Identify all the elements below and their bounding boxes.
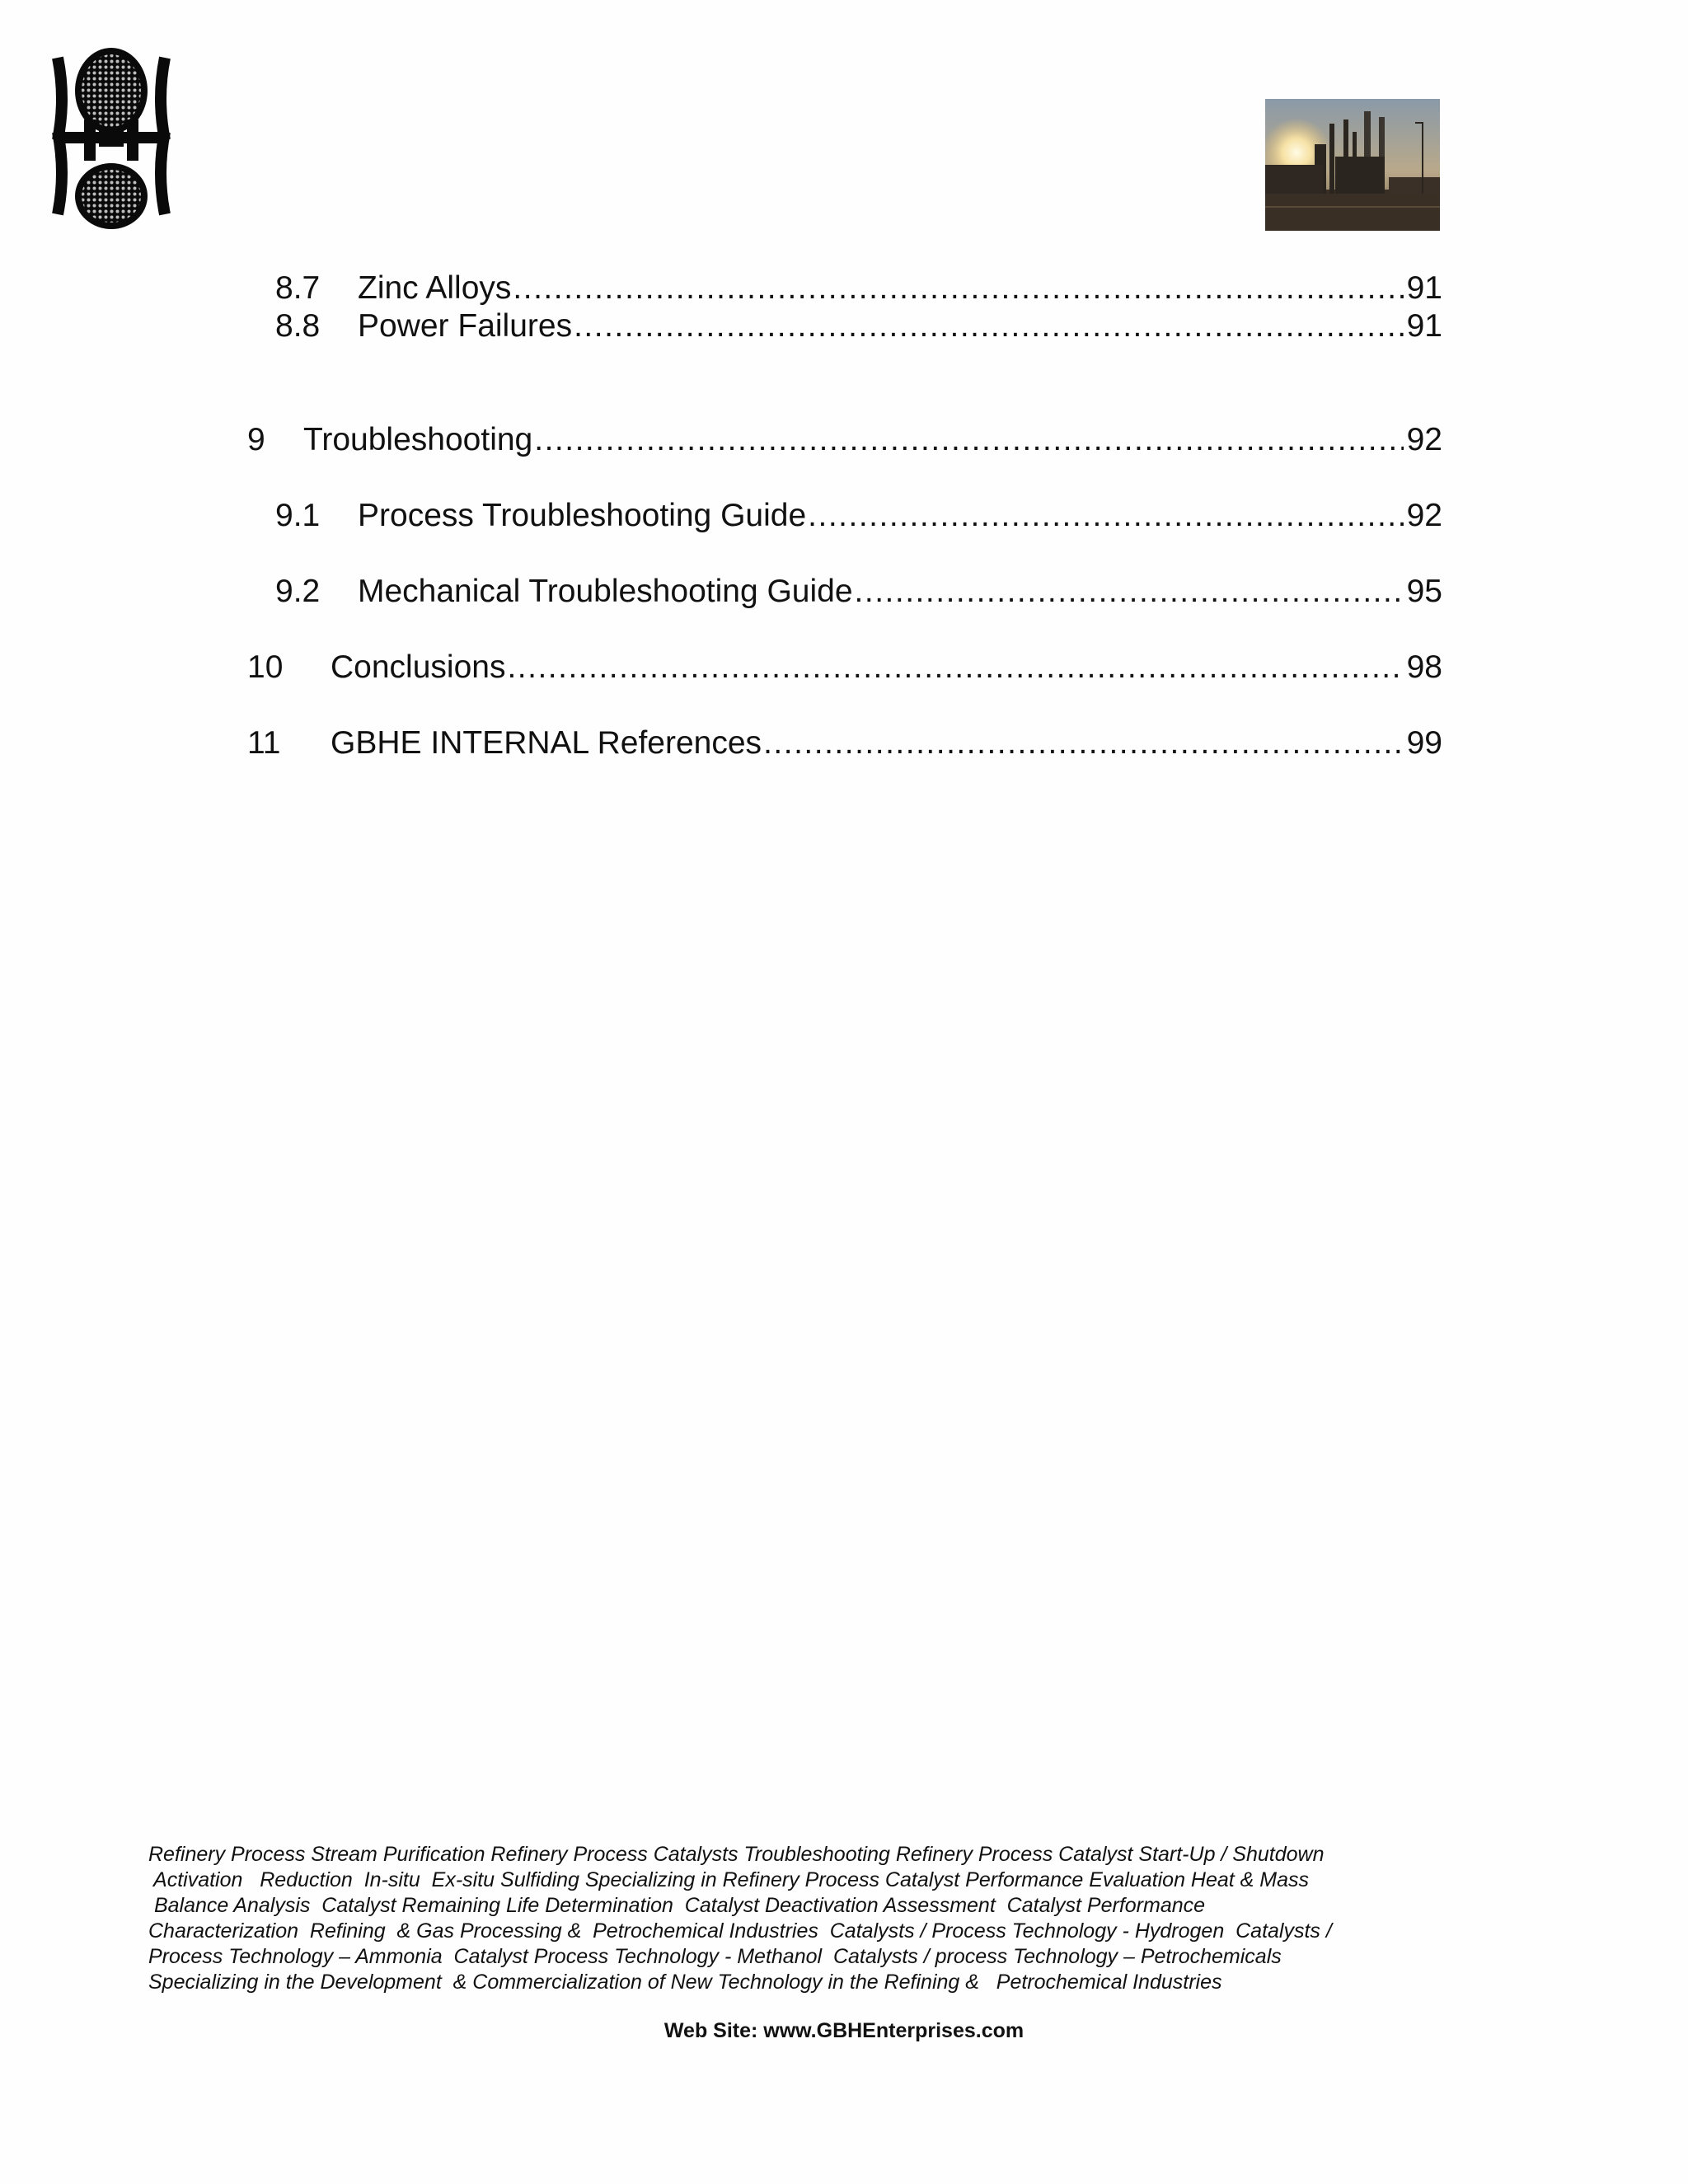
toc-page-number: 91 [1404, 307, 1442, 346]
toc-number: 9.2 [275, 574, 321, 609]
refinery-photo [1265, 99, 1440, 231]
footer-line: Activation Reduction In-situ Ex-situ Sulfiding Specializing in Refinery Process Catalyst Performance Evaluation Heat & Mass [148, 1868, 1310, 1891]
toc-page-number: 95 [1404, 572, 1442, 612]
toc-number: 9.1 [275, 498, 321, 533]
toc-leader [574, 307, 1404, 346]
footer-services-text [148, 1842, 1434, 1995]
toc-number: 8.8 [275, 308, 321, 344]
footer-line: Refinery Process Stream Purification Refinery Process Catalysts Troubleshooting Refinery Process Catalyst Start-Up / Shutdown [148, 1843, 1325, 1866]
toc-number: 10 [247, 649, 284, 685]
toc-entry-10[interactable] [247, 648, 1442, 687]
toc-page-number: 99 [1404, 724, 1442, 763]
toc-entry-11[interactable] [247, 724, 1442, 763]
toc-title: Zinc Alloys [358, 269, 513, 308]
footer-line: Characterization Refining & Gas Processing & Petrochemical Industries Catalysts / Process Technology - Hydrogen Catalysts / [148, 1919, 1332, 1943]
toc-leader [507, 648, 1403, 687]
toc-page-number: 98 [1404, 648, 1442, 687]
website-link[interactable]: Web Site: www.GBHEnterprises.com [663, 2019, 1025, 2042]
toc-entry-8-8[interactable] [247, 307, 1442, 346]
toc-title: Power Failures [358, 307, 574, 346]
footer-line: Balance Analysis Catalyst Remaining Life Determination Catalyst Deactivation Assessment Catalyst Performance [148, 1894, 1206, 1917]
toc-title: Troubleshooting [303, 420, 534, 460]
toc-leader [763, 724, 1404, 763]
toc-title: Mechanical Troubleshooting Guide [358, 572, 855, 612]
toc-entry-8-7[interactable] [247, 269, 1442, 308]
toc-page-number: 91 [1404, 269, 1442, 308]
toc-number: 11 [247, 725, 281, 761]
toc-leader [534, 420, 1403, 460]
toc-entry-9[interactable] [247, 420, 1442, 460]
toc-entry-9-1[interactable] [247, 496, 1442, 536]
toc-page-number: 92 [1404, 496, 1442, 536]
footer-line: Specializing in the Development & Commercialization of New Technology in the Refining & Petrochemical Industries [148, 1971, 1222, 1994]
toc-leader [513, 269, 1403, 308]
toc-leader [808, 496, 1403, 536]
toc-page-number: 92 [1404, 420, 1442, 460]
company-logo [51, 41, 171, 231]
toc-title: GBHE INTERNAL References [331, 724, 763, 763]
toc-title: Process Troubleshooting Guide [358, 496, 808, 536]
toc-number: 8.7 [275, 270, 321, 306]
toc-title: Conclusions [331, 648, 507, 687]
toc-number: 9 [247, 422, 265, 457]
footer-line: Process Technology – Ammonia Catalyst Process Technology - Methanol Catalysts / process Technology – Petrochemicals [148, 1945, 1282, 1968]
toc-leader [855, 572, 1404, 612]
toc-entry-9-2[interactable] [247, 572, 1442, 612]
